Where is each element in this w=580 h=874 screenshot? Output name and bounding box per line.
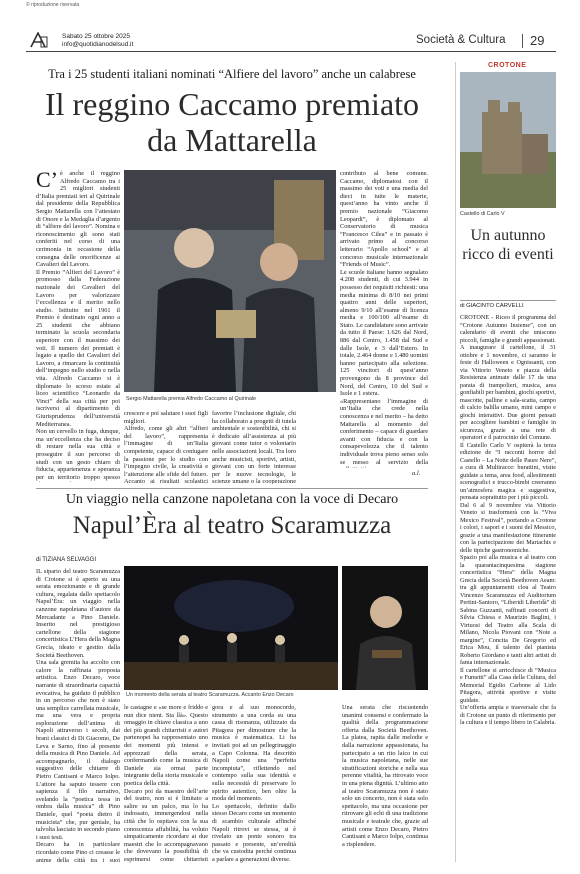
sidebar-location-tag: CROTONE xyxy=(488,62,527,69)
article-divider xyxy=(36,488,428,489)
article2-headline: Napul’Èra al teatro Scaramuzza xyxy=(72,512,392,539)
article2-photo-caption: Un momento della serata al teatro Scaramuzza. Accanto Enzo Decaro xyxy=(126,692,294,698)
theater-stage-image xyxy=(124,566,338,690)
article1-headline: Il reggino Caccamo premiato da Mattarella xyxy=(44,86,420,158)
article2-kicker: Un viaggio nella canzone napoletana con la voce di Decaro xyxy=(65,492,399,507)
article1-text-2: crescere e poi salutare i suoi figli migliori. Alfredo, come gli altri “alfieri del lavoro”, rappresenta l’immagine di un’Italia competente, capace di coniugare la passione per lo studio con l’impegno civile, la creatività e l’attenzione alle sfide del futuro. Accanto ai risultati scolastici xyxy=(124,410,208,484)
sidebar-photo xyxy=(460,72,556,208)
section-name: Società & Cultura xyxy=(416,34,506,46)
sidebar-divider xyxy=(455,62,456,862)
article1-photo-caption: Sergio Mattarella premia Alfredo Caccamo al Quirinale xyxy=(126,396,257,402)
article2-column-4 xyxy=(342,704,428,864)
article2-column-3 xyxy=(212,704,296,864)
article1-column-3 xyxy=(212,410,296,484)
article1-text-3: favorire l’inclusione digitale, chi ha collaborato a progetti di tutela ambientale e sostenibilità, chi si è dedicato all’assistenza ai più giovani come tutor o volontario nelle associazioni locali. Tra loro anche musicisti, sportivi, artisti, giovani con un forte interesse per le nuove tecnologie, le scienze umane o la cooperazione xyxy=(212,410,296,484)
issue-date: Sabato 25 ottobre 2025 xyxy=(62,33,130,40)
performer-portrait-image xyxy=(342,566,428,690)
article2-photo-stage xyxy=(124,566,338,690)
sidebar-photo-caption: Castello di Carlo V xyxy=(460,211,505,217)
sidebar-body xyxy=(460,314,556,866)
article2-text-3: gora e al suo monocordo, strumento a una corda su una cassa di risonanza, utilizzato da Pitagora per dimostrare che la musica è matematica. Li ha invitati poi ad un pellegrinaggio a Capo Colonna. Ha descritto Napoli come una “perfetta incompiuta”, riflettendo nel contempo sulla sua identità e sulla necessità di preservare lo spirito autentico, ben oltre la moda del momento. Lo spettacolo, definito dallo stesso Decaro come un momento di scambio culturale affinché Napoli ritrovi se stessa, si è rivelato un ponte sonoro tra passato e presente, un’eredità che va custodita perché continua a parlare a generazioni diverse. xyxy=(212,704,296,863)
sidebar-headline: Un autunno ricco di eventi xyxy=(462,227,554,263)
copyright-notice: © riproduzione riservata xyxy=(26,2,80,8)
article1-photo xyxy=(124,170,336,392)
sidebar-byline: di GIACINTO CARVELLI xyxy=(460,303,524,309)
drop-cap: C’ xyxy=(36,170,58,192)
sidebar-title-rule xyxy=(460,300,556,301)
masthead-info xyxy=(62,33,133,49)
masthead-rule xyxy=(26,51,556,52)
article1-kicker: Tra i 25 studenti italiani nominati “Alfiere del lavoro” anche un calabrese xyxy=(48,67,416,81)
article1-column-2 xyxy=(124,410,208,484)
article2-photo-portrait xyxy=(342,566,428,690)
article1-column-4 xyxy=(340,170,428,468)
contact-email[interactable]: info@quotidianodelsud.it xyxy=(62,41,134,48)
castle-image xyxy=(460,72,556,208)
article2-text-2: le castagne e «se more e friddo e nun dice nient. Sta llà». Questo omaggio in chiave classica a uno dei più grandi chitarristi e autori partenopei ha rappresentato uno dei momenti più intensi e apprezzati della serata, confermando come la musica di Daniele sia ormai parte integrante della storia musicale e poetica della città. Decaro poi da maestro dell’arte del teatro, non si è limitato a salire su un palco, ma lo ha indossato, immergendosi nella città che lo ospitava con la sua conoscenza affabilità, ha voluto simpaticamente ricordare ai due maestri che lo accompagnavano che dovevano la possibilità di esprimersi come chitarristi xyxy=(124,704,208,863)
article1-column-1 xyxy=(36,170,120,482)
article1-text-4: contributo al bene comune. Caccamo, diplomatosi con il massimo dei voti e una media del dieci in tutte le materie, quest’anno ha vinto anche il premio nazionale “Giacomo Leopardi”, è diplomato al Conservatorio di musica “Francesco Cilea” e in passato è arrivato primo al concorso letterario “Apollo school” e al concorso musicale internazionale “Friends of Music”. Le scuole italiane hanno segnalato 4.208 studenti, di cui 3.944 in possesso dei requisiti richiesti: una media minima di 8/10 nei primi quattro anni delle superiori, almeno 9/10 all’esame di licenza media e 100/100 all’esame di Stato. Le candidature sono arrivate da tutto il Paese: 1.626 dal Nord, 886 dal Centro, 1.458 dal Sud e dalle Isole, e 3 dall’Estero. In totale, 2.464 donne e 1.480 uomini hanno partecipato alla selezione. 125 vincitori di quest’anno provengono da 8 province del Nord, del Centro, 10 del Sud e Isole e 1 estera. «Rappresentano l’immagine di un’Italia che crede nella conoscenza e nel merito – ha detto Mattarella al momento del conferimento – capace di guardare avanti con fiducia e con la consapevolezza che il talento individuale trova pieno senso solo se messo al servizio della xyxy=(340,170,428,466)
page-number: 29 xyxy=(530,33,545,48)
masthead-divider xyxy=(522,34,523,48)
article2-column-2 xyxy=(124,704,208,864)
article1-signature: a.l. xyxy=(412,470,421,477)
article2-column-1 xyxy=(36,568,120,864)
sidebar-text: CROTONE - Riceo il programma del “Crotone Autunno Insieme”, con un calendario di eventi che uniscono piccoli, famiglie e grandi appassionati. A inaugurare il cartellone, il 31 ottobre e 1 novembre, ci saranno le feste di Halloween e Ognissanti, con via Vittorio Veneto e piazza della Resistenza animate dalle 17 da una parata di trampolieri, musica, area gonfiabili per bambini, giochi sportivi, mascotte, palline e sala-scatta, campo di calcio balilla umano, mini campo e giochi interattivi. Due giorni pensati per accogliere bambini e famiglie in sicurezza, grazie a una rete di operatori e il patrocinio del Comune. Il Castello Carlo V ospiterà la terza edizione de “I racconti horror del Castello – La Notte delle Paure Nere”, a cura di Multiracce: burattini, visite guidate a tema, area food, allestimenti scenografici e trucco-bimbi creeranno un’atmosfera magica e suggestiva, pensata soprattutto per i più piccoli. Dal 6 al 9 novembre via Vittorio Veneto si trasformerà con la “Viva Mexico Festival”, portando a Crotone i colori, i sapori e i suoni del Messico, grazie a una manifestazione itinerante con la partecipazione dei Mariachis e delle tipiche gastronomiche. Spazio poi alla musica e al teatro con la quarantacinquesima stagione concertistica “Hera” della Magna Grecia della Società Beethoven Aeam: tra gli appuntamenti clou al Teatro Vincenzo Scaramuzza ed Auditorium Pertini-Santoro, “Liberidi Liberidà” di Sabina Guzzanti, raffinati concerti di Silvia Chiesa e Maurizio Baglini, i Virtuosi del Teatro alla Scala di Milano, Nicola Piovani con “Note a margine”, Concita De Gregorio ed Erica Mou, il talento del pianista Roberto Giordano e tanti altri artisti di fama internazionale. Il cartellone si arricchisce di “Musica e Fumetti” alla Casa della Cultura, del Memorial Egidio Carbone al Lido Pitagora, attività sportive e visite guidate. Un’offerta ampia e trasversale che fa di Crotone un punto di riferimento per la cultura e il tempo libero in Calabria. xyxy=(460,314,556,726)
article2-text-1: IL sipario del teatro Scaramuzza di Crotone si è aperto su una serata emozionante e di grande cultura, regalata dallo spettacolo Napul’Èra: un viaggio nella canzone napoletana d’autore da Mercadante a Pino Daniele. Inserito nel prestigioso cartellone della stagione concertistica L’Hera della Magna Grecia, ideato e gestito dalla Società Beethoven. Una sala gremita ha accolto con calore la raffinata proposta artistica. Enzo Decaro, voce narrante di straordinaria capacità evocativa, ha guidato il pubblico in un percorso che non è stato una semplice carrellata musicale, ma una vera e propria esplorazione dell’anima di Napoli attraverso i secoli, dai brani classici di Di Giacomo, De Leva e Sarno, fino al presente della musica di Pino Daniele. Ad accompagnarlo, il dialogo suggestivo delle chitarre di Pietro Cantisani e Marco Iolpo. L’attore ha saputo tessere con sapienza il filo narrativo, svelando la “poetica tessa in ombra dalla musica” di Pino Daniele, quel “poeta dietro il musicista” che, pur geniale, ha talvolta lasciato in secondo piano i suoi testi. Decaro ha in particolare ricordato come Pino ci creasse le anime della città tra i suoi xyxy=(36,568,120,864)
article2-text-4: Una serata che riscuotendo unanimi consensi e confermato la qualità della programmazione offerta dalla Società Beethoven. La platea, rapita dalle melodie e dalla narrazione appassionata, ha partecipato a un rito laico in cui la musica napoletana, nelle sue stratificazioni storiche e nella sua perenne vitalità, ha ritrovato voce in una piena dignità. L’ultimo atto al teatro Scaramuzza non è stato solo un concerto, non è stata solo spettacolo, ma una occasione per ritrovare gli echi di una tradizione musicale e teatrale che, grazie ad artisti come Enzo Decaro, Pietro Cantisani e Marco Iolpo, continua a risplendere. xyxy=(342,704,428,848)
article1-text-1: è anche il reggino Alfredo Caccamo tra i 25 migliori studenti d’Italia premiati ieri al Quirinale dal presidente della Repubblica Sergio Mattarella con l’attestato di Onore e la Medaglia d’argento di “alfiere del lavoro”. Nomina e riconoscimento gli sono stati conferiti nel corso di una cerimonia in occasione della consegna delle onorificenze ai Cavalieri del Lavoro. Il Premio “Alfieri del Lavoro” è promosso dalla Federazione nazionale dei Cavalieri del Lavoro per valorizzare l’eccellenza e il merito nello studio. Istituito nel 1961 il Premio è destinato ogni anno a 25 studenti che abbiano terminato la scuola secondaria superiore con il massimo dei voti. Il numero dei premiati è legato a quello dei Cavalieri del Lavoro, a rimarcare la continuità dell’impegno nello studio e nella vita. Alfredo Caccamo si è diplomato lo scorso estate al liceo scientifico “Leonardo da Vinci” della sua città per poi iscriversi al dipartimento di Giurisprudenza dell’università Mediterranea. Non un cervello in fuga, dunque, ma un’eccellenza che ha deciso di restare nella sua città e proseguire il suo percorso di studi con un gesto chiaro di fiducia, appartenenza e speranza per un territorio troppo spesso xyxy=(36,170,120,481)
article2-byline: di TIZIANA SELVAGGI xyxy=(36,557,97,563)
award-ceremony-image xyxy=(124,170,336,392)
newspaper-logo-icon xyxy=(30,32,48,48)
